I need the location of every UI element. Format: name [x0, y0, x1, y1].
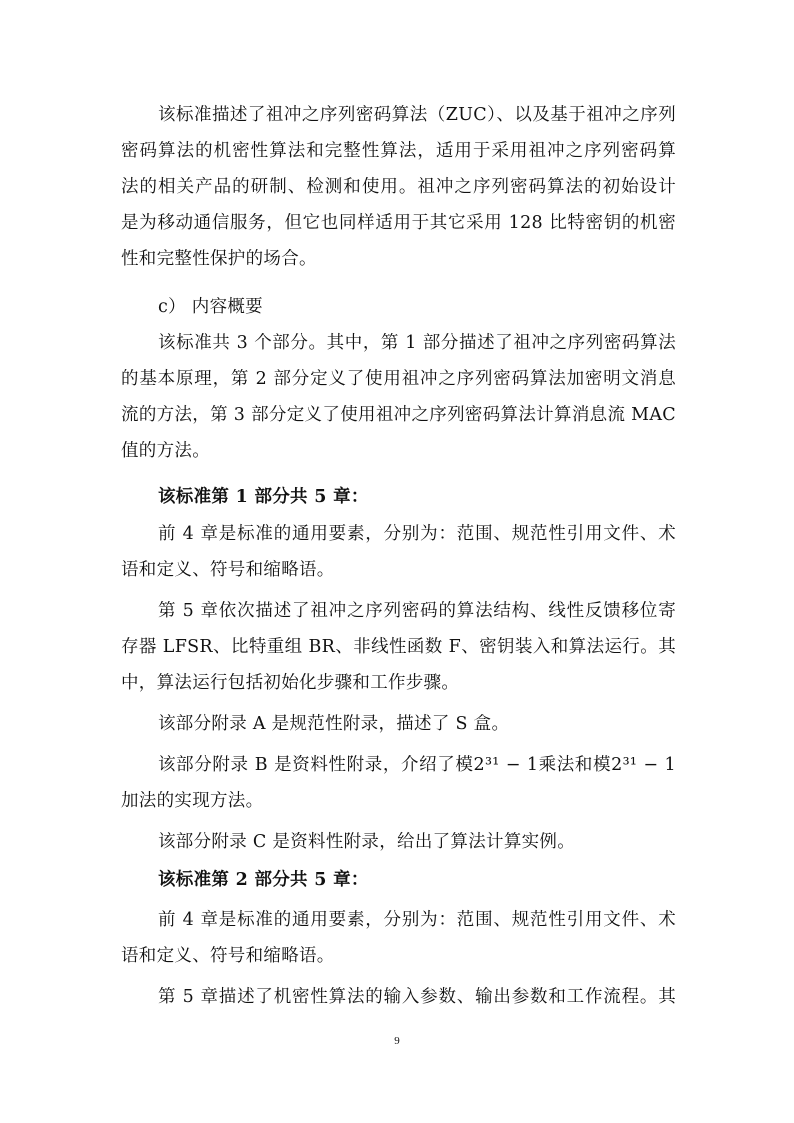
paragraph-line: 该部分附录 B 是资料性附录，介绍了模2³¹ − 1乘法和模2³¹ − 1	[158, 755, 676, 775]
paragraph-line: 值的方法。	[121, 441, 210, 461]
paragraph-line: 第 5 章描述了机密性算法的输入参数、输出参数和工作流程。其	[158, 987, 676, 1007]
paragraph-line: 该部分附录 A 是规范性附录，描述了 S 盒。	[158, 714, 510, 734]
paragraph-line: 第 5 章依次描述了祖冲之序列密码的算法结构、线性反馈移位寄	[158, 601, 676, 621]
paragraph-line: 语和定义、符号和缩略语。	[121, 560, 335, 580]
paragraph-line: 前 4 章是标准的通用要素，分别为：范围、规范性引用文件、术	[158, 910, 676, 930]
section-heading: c） 内容概要	[158, 297, 263, 317]
paragraph-line: 性和完整性保护的场合。	[121, 249, 317, 269]
page-number: 9	[394, 1035, 400, 1047]
paragraph-line: 加法的实现方法。	[121, 791, 264, 811]
paragraph-line: 该标准共 3 个部分。其中，第 1 部分描述了祖冲之序列密码算法	[158, 333, 676, 353]
paragraph-line: 存器 LFSR、比特重组 BR、非线性函数 F、密钥装入和算法运行。其	[121, 637, 676, 657]
paragraph-line: 中，算法运行包括初始化步骤和工作步骤。	[121, 673, 460, 693]
paragraph-line: 法的相关产品的研制、检测和使用。祖冲之序列密码算法的初始设计	[121, 177, 676, 197]
paragraph-line: 前 4 章是标准的通用要素，分别为：范围、规范性引用文件、术	[158, 524, 676, 544]
part-heading: 该标准第 1 部分共 5 章：	[158, 487, 369, 507]
paragraph-line: 是为移动通信服务，但它也同样适用于其它采用 128 比特密钥的机密	[121, 213, 676, 233]
paragraph-line: 密码算法的机密性算法和完整性算法，适用于采用祖冲之序列密码算	[121, 141, 676, 161]
paragraph-line: 该部分附录 C 是资料性附录，给出了算法计算实例。	[158, 832, 576, 852]
paragraph-line: 语和定义、符号和缩略语。	[121, 946, 335, 966]
paragraph-line: 流的方法，第 3 部分定义了使用祖冲之序列密码算法计算消息流 MAC	[121, 405, 676, 425]
paragraph-line: 的基本原理，第 2 部分定义了使用祖冲之序列密码算法加密明文消息	[121, 369, 676, 389]
paragraph-line: 该标准描述了祖冲之序列密码算法（ZUC）、以及基于祖冲之序列	[158, 105, 676, 125]
part-heading: 该标准第 2 部分共 5 章：	[158, 870, 369, 890]
